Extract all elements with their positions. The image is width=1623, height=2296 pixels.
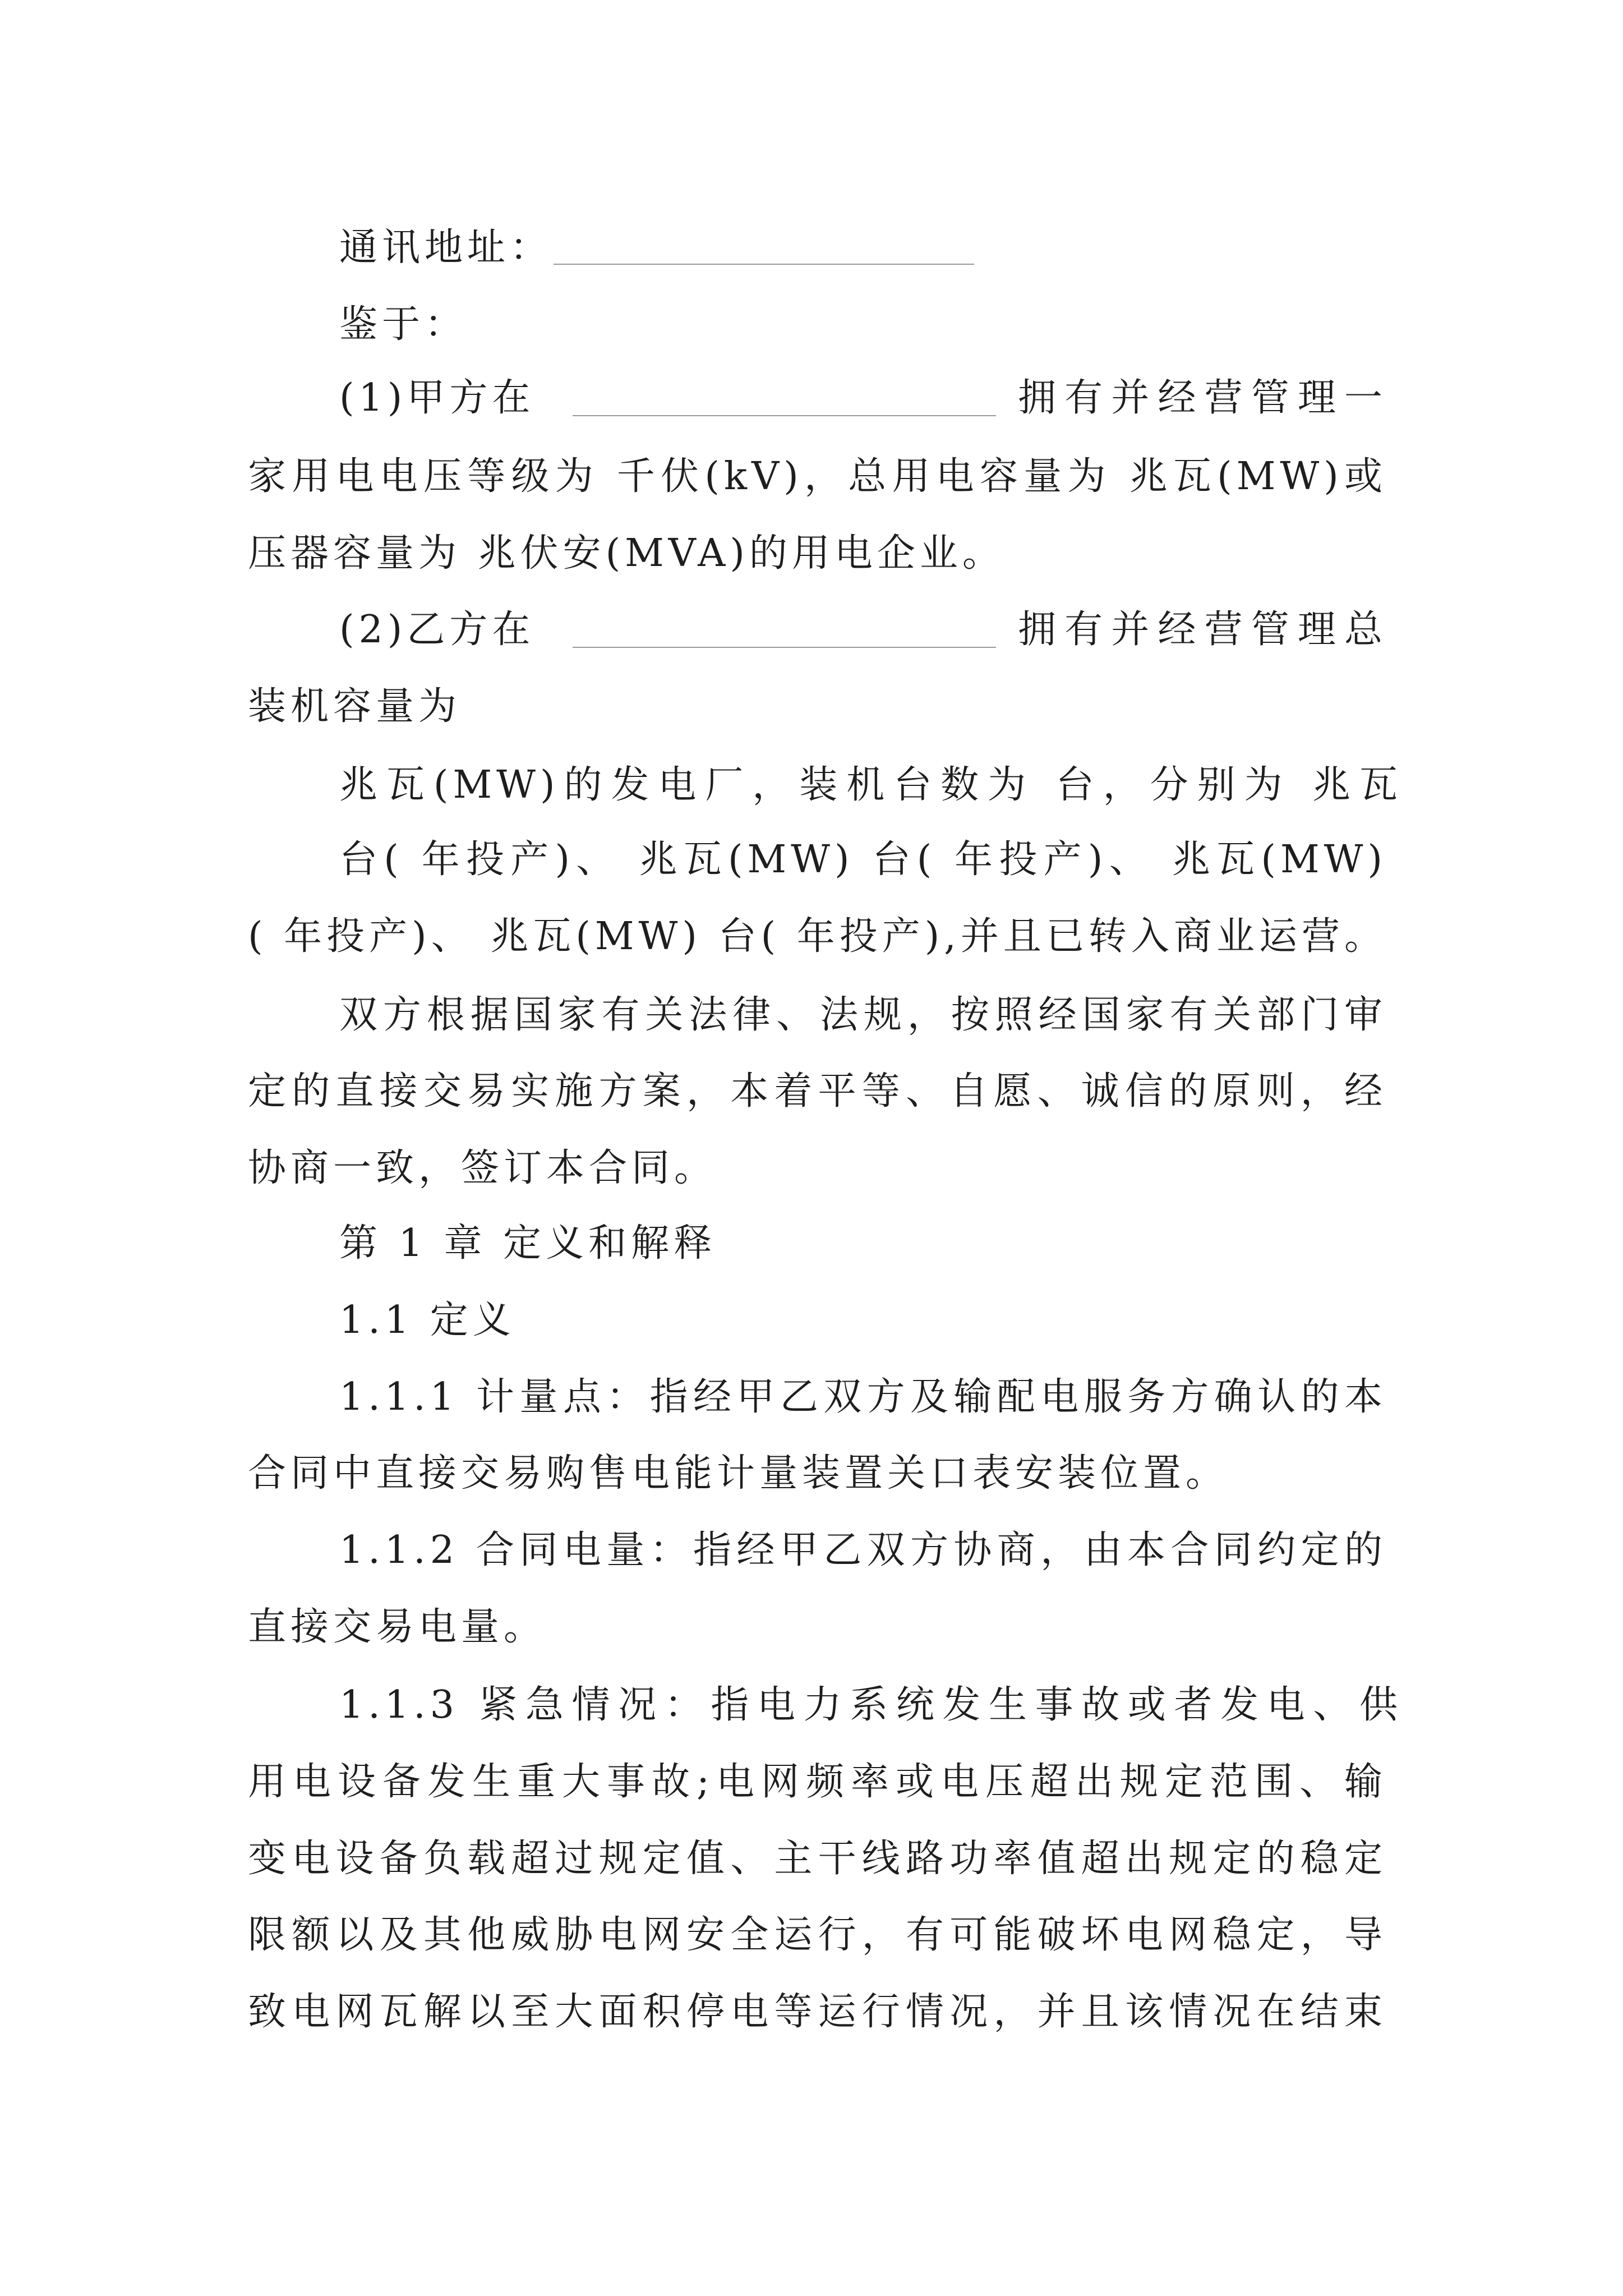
definition-2-line2: 直接交易电量。 xyxy=(248,1605,547,1649)
definition-3-line2: 用电设备发生重大事故;电网频率或电压超出规定范围、输 xyxy=(248,1760,1387,1804)
clause1-prefix: (1)甲方在 xyxy=(339,376,535,420)
clause2-location-blank xyxy=(573,647,996,648)
definition-1-line1: 1.1.1 计量点：指经甲乙双方及输配电服务方确认的本 xyxy=(339,1375,1387,1419)
clause2-line2: 装机容量为 xyxy=(248,684,462,729)
clause2-prefix: (2)乙方在 xyxy=(339,608,535,652)
clause2-line3: 兆瓦(MW)的发电厂，装机台数为 台，分别为 兆瓦 xyxy=(339,763,1402,807)
definition-3-line5: 致电网瓦解以至大面积停电等运行情况，并且该情况在结束 xyxy=(248,1990,1387,2034)
definition-3-line4: 限额以及其他威胁电网安全运行，有可能破坏电网稳定，导 xyxy=(248,1913,1387,1957)
address-label: 通讯地址： xyxy=(339,226,553,270)
clause2-line4: 台( 年投产)、 兆瓦(MW) 台( 年投产)、 兆瓦(MW) xyxy=(339,838,1387,882)
preamble-line2: 定的直接交易实施方案，本着平等、自愿、诚信的原则，经 xyxy=(248,1069,1387,1114)
clause1-location-blank xyxy=(573,415,996,416)
preamble-line1: 双方根据国家有关法律、法规，按照经国家有关部门审 xyxy=(339,993,1387,1037)
section-heading: 1.1 定义 xyxy=(339,1298,515,1342)
whereas-label: 鉴于： xyxy=(339,302,468,347)
definition-3-line1: 1.1.3 紧急情况：指电力系统发生事故或者发电、供 xyxy=(339,1683,1402,1727)
chapter-title: 第 1 章 定义和解释 xyxy=(339,1221,717,1266)
clause2-suffix: 拥有并经营管理总 xyxy=(1018,608,1387,652)
definition-1-line2: 合同中直接交易购售电能计量装置关口表安装位置。 xyxy=(248,1451,1229,1496)
clause1-line2: 家用电电压等级为 千伏(kV)，总用电容量为 兆瓦(MW)或 xyxy=(248,454,1387,499)
definition-2-line1: 1.1.2 合同电量：指经甲乙双方协商，由本合同约定的 xyxy=(339,1528,1387,1572)
clause1-suffix: 拥有并经营管理一 xyxy=(1018,376,1387,420)
clause2-line5: ( 年投产)、 兆瓦(MW) 台( 年投产),并且已转入商业运营。 xyxy=(248,914,1387,959)
address-blank-line xyxy=(554,264,974,265)
preamble-line3: 协商一致，签订本合同。 xyxy=(248,1146,717,1190)
definition-3-line3: 变电设备负载超过规定值、主干线路功率值超出规定的稳定 xyxy=(248,1837,1387,1881)
clause1-line3: 压器容量为 兆伏安(MVA)的用电企业。 xyxy=(248,531,1005,576)
